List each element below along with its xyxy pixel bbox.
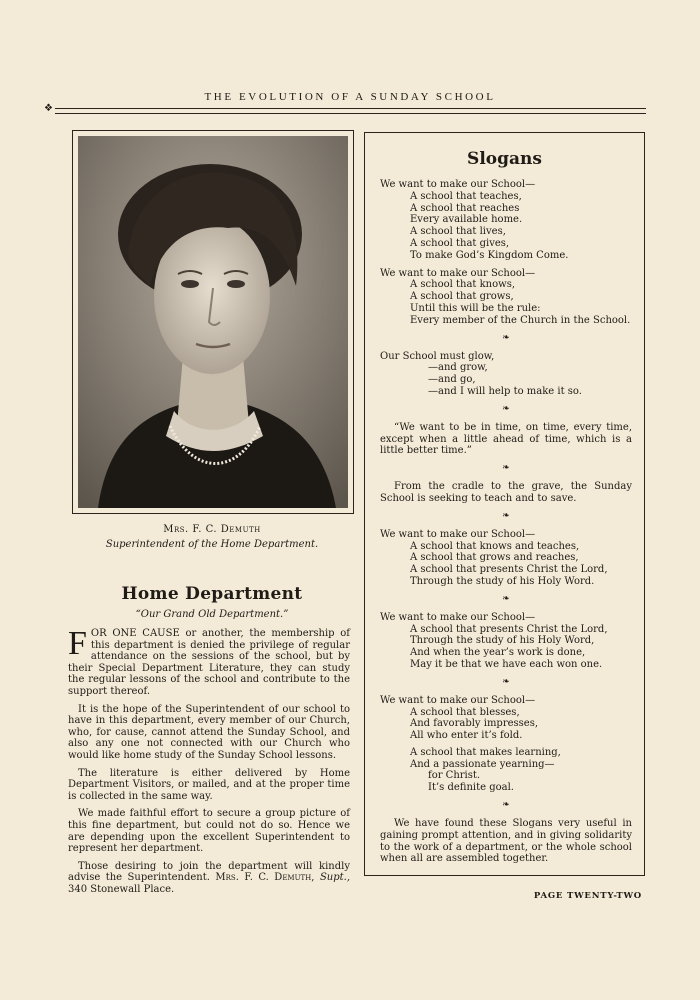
stanza-line: Through the study of his Holy Word. <box>410 575 595 587</box>
stanza-line: A school that grows and reaches, <box>410 552 579 564</box>
superintendent-address: 340 Stonewall Place. <box>68 883 175 895</box>
stanza-line: Every member of the Church in the School. <box>410 314 631 326</box>
paragraph-text: OR ONE CAUSE or another, the membership of this department is denied the privilege of regular attendance on the sessions of the school, but by their Special Department Literature, they can study the regular lessons of the school and contribute to the support thereof. <box>68 628 350 697</box>
stanza-line: May it be that we have each won one. <box>410 658 603 670</box>
stanza-line: And a passionate yearning— <box>410 758 555 770</box>
stanza-line: for Christ. <box>428 770 481 782</box>
slogans-title: Slogans <box>467 149 542 169</box>
stanza-line: Until this will be the rule: <box>410 302 541 314</box>
portrait-illustration <box>78 136 348 508</box>
caption-role: Superintendent of the Home Department. <box>105 539 319 550</box>
leaf-ornament-icon: ❧ <box>502 463 510 474</box>
stanza-line: —and grow, <box>428 362 488 374</box>
superintendent-title: Supt., <box>319 872 351 884</box>
stanza-line: A school that gives, <box>410 237 510 249</box>
running-head: THE EVOLUTION OF A SUNDAY SCHOOL <box>204 91 496 103</box>
stanza-line: —and I will help to make it so. <box>428 385 582 397</box>
slogans-closing: We have found these Slogans very useful in gaining prompt attention, and in giving solidarity to the work of a department, or the whole school when all are assembled together. <box>380 818 632 865</box>
stanza-lead: Our School must glow, <box>380 350 495 362</box>
stanza-line: And favorably impresses, <box>410 718 539 730</box>
home-department-subtitle: “Our Grand Old Department.” <box>135 609 289 620</box>
paragraph-text: Those desiring to join the department will kindly advise the Superintendent. <box>68 860 350 884</box>
slogans-box <box>364 132 645 876</box>
slogan-stanza <box>380 268 632 327</box>
slogan-quote: From the cradle to the grave, the Sunday School is seeking to teach and to save. <box>380 481 632 504</box>
ornament-icon: ❖ <box>44 103 53 114</box>
portrait-photo <box>78 136 348 508</box>
stanza-line: All who enter it’s fold. <box>410 730 523 742</box>
stanza-lead: We want to make our School— <box>380 611 536 623</box>
leaf-ornament-icon: ❧ <box>502 800 510 811</box>
stanza-line: A school that lives, <box>410 226 506 238</box>
caption-name: Mrs. F. C. Demuth <box>163 524 261 535</box>
leaf-ornament-icon: ❧ <box>502 676 510 687</box>
paragraph <box>68 861 350 896</box>
stanza-lead: We want to make our School— <box>380 528 536 540</box>
paragraph: It is the hope of the Superintendent of our school to have in this department, every member of our Church, who, for cause, cannot attend the Sunday School, and also any one not connected with our Church who would like home study of the Sunday School lessons. <box>68 703 350 761</box>
superintendent-name: Mrs. F. C. Demuth, <box>215 872 315 884</box>
portrait-caption <box>72 522 352 552</box>
portrait-frame <box>72 130 354 514</box>
paragraph: The literature is either delivered by Home Department Visitors, or mailed, and at the proper time is collected in the same way. <box>68 767 350 802</box>
stanza-line: A school that reaches <box>410 202 520 214</box>
slogans-list <box>380 179 632 869</box>
stanza-lead: We want to make our School— <box>380 694 536 706</box>
home-department-title: Home Department <box>121 584 303 604</box>
stanza-line: It’s definite goal. <box>428 782 514 794</box>
slogan-stanza <box>380 612 632 671</box>
leaf-ornament-icon: ❧ <box>502 332 510 343</box>
stanza-line: To make God’s Kingdom Come. <box>410 249 569 261</box>
slogan-stanza <box>380 529 632 588</box>
stanza-line: A school that makes learning, <box>410 746 561 758</box>
header-rule <box>48 108 646 114</box>
stanza-line: Through the study of his Holy Word, <box>410 635 595 647</box>
stanza-line: A school that blesses, <box>410 706 520 718</box>
paragraph <box>68 625 350 698</box>
slogan-stanza <box>380 179 632 262</box>
stanza-line: A school that teaches, <box>410 190 522 202</box>
stanza-line: A school that presents Christ the Lord, <box>410 623 608 635</box>
slogan-quote: “We want to be in time, on time, every time, except when a little ahead of time, which is a little better time.” <box>380 421 632 457</box>
slogan-stanza <box>380 351 632 398</box>
leaf-ornament-icon: ❧ <box>502 403 510 414</box>
stanza-line: A school that knows and teaches, <box>410 540 580 552</box>
stanza-lead: We want to make our School— <box>380 267 536 279</box>
stanza-line: A school that knows, <box>410 279 515 291</box>
slogan-stanza <box>380 695 632 794</box>
stanza-lead: We want to make our School— <box>380 179 536 190</box>
leaf-ornament-icon: ❧ <box>502 510 510 521</box>
stanza-line: And when the year’s work is done, <box>410 647 586 659</box>
stanza-line: —and go, <box>428 374 476 386</box>
drop-cap: F <box>68 625 87 662</box>
leaf-ornament-icon: ❧ <box>502 593 510 604</box>
stanza-line: A school that grows, <box>410 291 514 303</box>
home-department-article <box>68 625 351 901</box>
paragraph: We made faithful effort to secure a group picture of this fine department, but could not do so. Hence we are depending upon the excellent Superintendent to represent her department. <box>68 808 350 855</box>
page-number: PAGE TWENTY-TWO <box>533 891 642 901</box>
stanza-line: A school that presents Christ the Lord, <box>410 564 608 576</box>
stanza-line: Every available home. <box>410 214 523 226</box>
